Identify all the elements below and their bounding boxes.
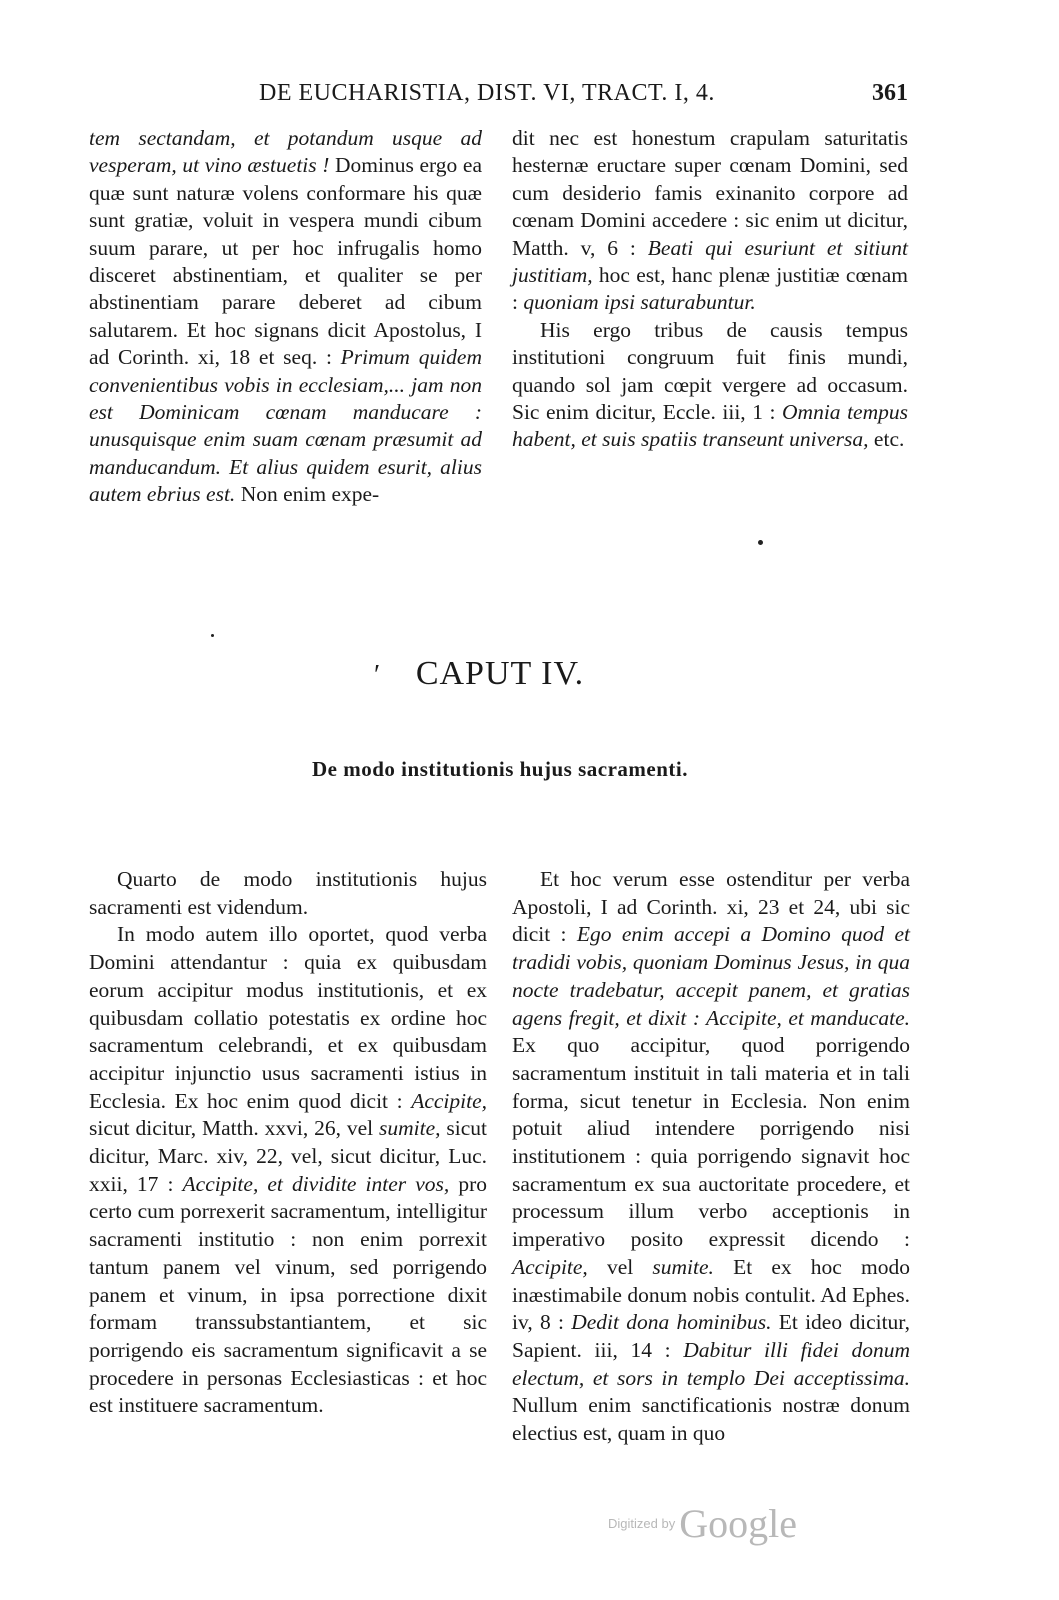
chapter-subtitle: De modo institutionis hujus sacramenti.	[312, 757, 688, 781]
paragraph: In modo autem illo oportet, quod verba Domini attendantur : quia ex quibusdam eorum accipitur modus institutionis, et ex quibusdam collatio potestatis ex ordine hoc sacramentum celebrandi, et ex quibusdam accipitur injunctio usus sacramenti istius in Ecclesia. Ex hoc enim quod dicit : Accipite, sicut dicitur, Matth. xxvi, 26, vel sumite, sicut dicitur, Marc. xiv, 22, vel, sicut dicitur, Luc. xxii, 17 : Accipite, et dividite inter vos, pro certo cum porrexerit sacramentum, intelligitur sacramenti institutio : non enim porrexit tantum panem vel vinum, sed porrigendo panem et vinum, in ipsa porrectione dixit formam transsubstantiantem, et sic porrigendo eis sacramentum significavit a se procedere in personas Ecclesiasticas : et hoc est instituere sacramentum.	[89, 922, 488, 1418]
ink-dot	[758, 540, 763, 545]
bottom-left-column	[89, 866, 487, 1420]
running-head: DE EUCHARISTIA, DIST. VI, TRACT. I, 4.	[259, 80, 715, 106]
paragraph: His ergo tribus de causis tempus institutioni congruum fuit finis mundi, quando sol jam cœpit vergere ad occasum. Sic enim dicitur, Eccle. iii, 1 : Omnia tempus habent, et suis spatiis transeunt universa, etc.	[512, 317, 908, 452]
google-logo: Google	[679, 1501, 797, 1546]
watermark-prefix: Digitized by	[608, 1516, 676, 1531]
top-right-column	[512, 125, 908, 454]
chapter-title: CAPUT IV.	[415, 655, 585, 692]
digitized-watermark	[608, 1500, 797, 1547]
page-header	[0, 80, 1059, 114]
paragraph: dit nec est honestum crapulam saturitatis hesternæ eructare super cœnam Domini, sed cum desiderio famis exinanito corpore ad cœnam Domini accedere : sic enim ut dicitur, Matth. v, 6 : Beati qui esuriunt et sitiunt justitiam, hoc est, hanc plenæ justitiæ cœnam : quoniam ipsi saturabuntur.	[512, 126, 908, 315]
page-number: 361	[872, 80, 908, 106]
bottom-right-column	[512, 866, 910, 1448]
top-left-column	[89, 125, 482, 509]
paragraph: Quarto de modo institutionis hujus sacramenti est videndum.	[89, 867, 487, 919]
ink-dot	[211, 634, 214, 637]
paragraph: Et hoc verum esse ostenditur per verba Apostoli, I ad Corinth. xi, 23 et 24, ubi sic dicit : Ego enim accepi a Domino quod et tradidi vobis, quoniam Dominus Jesus, in qua nocte tradebatur, accepit panem, et gratias agens fregit, et dixit : Accipite, et manducate. Ex quo accipitur, quod porrigendo sacramentum instituit in tali materia et in tali forma, sicut tenetur in Ecclesia. Non enim potuit aliud intendere porrigendo nisi institutionem : quia porrigendo signavit hoc sacramentum ex sua auctoritate procedere, et processum illum verbo acceptionis in imperativo posito expressit dicendo : Accipite, vel sumite. Et ex hoc modo inæstimabile donum nobis contulit. Ad Ephes. iv, 8 : Dedit dona hominibus. Et ideo dicitur, Sapient. iii, 14 : Dabitur illi fidei donum electum, et sors in templo Dei acceptissima. Nullum enim sanctificationis nostræ donum electius est, quam in quo	[512, 867, 910, 1446]
chapter-mark: ′	[374, 660, 381, 691]
paragraph: tem sectandam, et potandum usque ad vesperam, ut vino æstuetis ! Dominus ergo ea quæ sunt naturæ volens conformare his quæ sunt gratiæ, voluit in vespera mundi cibum suum parare, ut per hoc infrugalis homo disceret abstinentiam, et qualiter se per abstinentiam parare deberet ad cibum salutarem. Et hoc signans dicit Apostolus, I ad Corinth. xi, 18 et seq. : Primum quidem convenientibus vobis in ecclesiam,... jam non est Dominicam cœnam manducare : unusquisque enim suam cœnam præsumit ad manducandum. Et alius quidem esurit, alius autem ebrius est. Non enim expe-	[89, 126, 482, 507]
